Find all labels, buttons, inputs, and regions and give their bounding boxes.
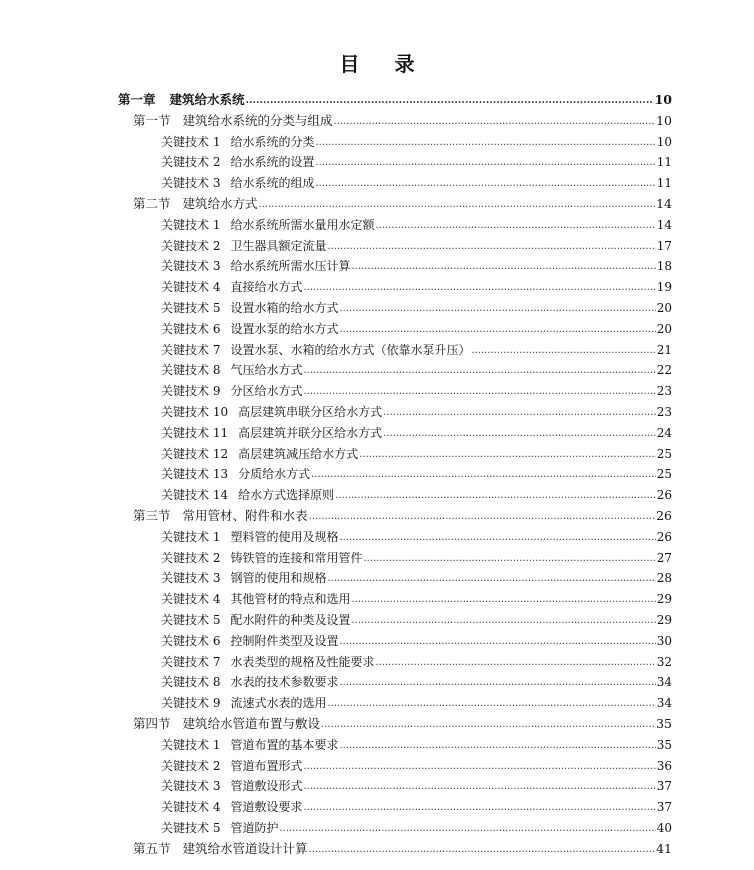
dot-leader — [339, 318, 655, 340]
page-title: 目 录 — [339, 52, 429, 76]
dot-leader — [303, 775, 655, 797]
toc-page-number: 10 — [656, 112, 672, 128]
toc-page-number: 10 — [656, 134, 672, 149]
toc-entry-title: 建筑给水系统 — [169, 92, 245, 107]
toc-page-number: 27 — [656, 550, 672, 565]
toc-entry-number: 关键技术 8 — [161, 675, 221, 690]
toc-entry-title: 常用管材、附件和水表 — [182, 508, 308, 523]
toc-entry-title: 给水系统的分类 — [230, 134, 315, 149]
toc-entry-title: 钢管的使用和规格 — [230, 571, 327, 586]
toc-entry-number: 关键技术 7 — [161, 654, 221, 669]
toc-entry-item — [161, 776, 672, 796]
toc-entry-item — [161, 256, 672, 276]
dot-leader — [339, 671, 655, 693]
toc-entry-number: 关键技术 2 — [161, 550, 221, 565]
dot-leader — [339, 630, 655, 652]
toc-entry-number: 关键技术 1 — [161, 134, 221, 149]
toc-page-number: 32 — [656, 654, 672, 669]
dot-leader — [351, 609, 655, 631]
toc-entry-title: 高层建筑减压给水方式 — [238, 446, 359, 461]
toc-page-number: 21 — [656, 342, 672, 357]
toc-page-number: 14 — [656, 196, 672, 211]
toc-entry-title: 水表的技术参数要求 — [230, 675, 339, 690]
toc-entry-title: 气压给水方式 — [230, 363, 303, 378]
dot-leader — [375, 214, 655, 236]
toc-entry-title: 建筑给水系统的分类与组成 — [182, 112, 333, 128]
toc-page-number: 20 — [656, 301, 672, 315]
toc-page-number: 18 — [656, 259, 672, 274]
dot-leader — [383, 401, 656, 423]
toc-page-number: 35 — [656, 737, 672, 752]
dot-leader — [303, 359, 655, 381]
toc-entry-number: 关键技术 9 — [161, 384, 221, 399]
toc-entry-section — [133, 194, 672, 214]
toc-entry-section — [133, 111, 672, 131]
toc-entry-item — [161, 132, 672, 152]
toc-entry-title: 塑料管的使用及规格 — [230, 529, 339, 544]
toc-page-number: 24 — [656, 425, 672, 440]
toc-page-number: 19 — [656, 280, 672, 295]
toc-entry-item — [161, 652, 672, 672]
toc-page-number: 20 — [656, 321, 672, 336]
dot-leader — [339, 734, 655, 756]
toc-entry-title: 高层建筑并联分区给水方式 — [238, 425, 383, 440]
toc-entry-item — [161, 672, 672, 692]
toc-entry-item — [161, 693, 672, 713]
toc-entry-title: 管道防护 — [230, 821, 279, 835]
toc-entry-item — [161, 340, 672, 360]
toc-entry-item — [161, 444, 672, 464]
dot-leader — [363, 547, 655, 569]
toc-entry-title: 设置水泵的给水方式 — [230, 321, 339, 336]
toc-entry-number: 关键技术 4 — [161, 800, 221, 815]
toc-entry-number: 关键技术 5 — [161, 821, 221, 835]
dot-leader — [334, 110, 656, 132]
toc-page-number: 30 — [656, 633, 672, 648]
toc-page-number: 10 — [654, 92, 672, 107]
toc-entry-number: 关键技术 3 — [161, 176, 221, 191]
dot-leader — [315, 151, 655, 173]
toc-entry-item — [161, 319, 672, 339]
dot-leader — [279, 817, 655, 839]
toc-entry-item — [161, 527, 672, 547]
dot-leader — [359, 443, 656, 465]
toc-entry-number: 关键技术 3 — [161, 259, 221, 274]
toc-page-number: 26 — [656, 529, 672, 544]
toc-entry-number: 关键技术 4 — [161, 592, 221, 607]
toc-entry-item — [161, 610, 672, 630]
dot-leader — [309, 505, 656, 527]
toc-entry-title: 设置水泵、水箱的给水方式（依靠水泵升压） — [230, 342, 471, 357]
toc-entry-title: 管道敷设形式 — [230, 779, 303, 794]
toc-entry-title: 其他管材的特点和选用 — [230, 592, 351, 607]
toc-page-number: 36 — [656, 758, 672, 773]
toc-page-number: 34 — [656, 696, 672, 711]
toc-entry-number: 关键技术 4 — [161, 280, 221, 295]
toc-entry-item — [161, 423, 672, 443]
toc-entry-item — [161, 173, 672, 193]
dot-leader — [311, 463, 656, 485]
toc-entry-number: 关键技术 1 — [161, 217, 221, 232]
toc-entry-item — [161, 589, 672, 609]
toc-entry-title: 建筑给水管道设计计算 — [182, 840, 308, 856]
dot-leader — [309, 838, 656, 860]
toc-page-number: 28 — [656, 571, 672, 586]
toc-entry-item — [161, 818, 672, 838]
dot-leader — [339, 526, 655, 548]
toc-entry-item — [161, 381, 672, 401]
dot-leader — [327, 567, 655, 589]
toc-entry-number: 关键技术 9 — [161, 696, 221, 711]
toc-entry-item — [161, 735, 672, 755]
toc-entry-title: 建筑给水方式 — [182, 196, 258, 211]
toc-page-number: 40 — [656, 821, 672, 835]
toc-entry-item — [161, 756, 672, 776]
toc-entry-number: 关键技术 7 — [161, 342, 221, 357]
toc-entry-item — [161, 548, 672, 568]
dot-leader — [327, 235, 655, 257]
toc-entry-item — [161, 236, 672, 256]
toc-entry-item — [161, 298, 672, 318]
toc-entry-title: 配水附件的种类及设置 — [230, 613, 351, 627]
toc-entry-number: 第四节 — [133, 716, 171, 731]
toc-page-number: 17 — [656, 238, 672, 253]
toc-entry-item — [161, 152, 672, 172]
toc-page-number: 23 — [656, 384, 672, 399]
toc-page-number: 23 — [656, 405, 672, 419]
toc-entry-section — [133, 506, 672, 526]
toc-entry-section — [133, 839, 672, 859]
dot-leader — [315, 172, 655, 194]
toc-entry-item — [161, 277, 672, 297]
toc-entry-title: 管道敷设要求 — [230, 800, 303, 815]
toc-entry-number: 关键技术 5 — [161, 613, 221, 627]
dot-leader — [471, 339, 655, 361]
toc-entry-title: 卫生器具额定流量 — [230, 238, 327, 253]
toc-entry-number: 第一节 — [133, 112, 171, 128]
toc-page-number: 35 — [656, 716, 672, 731]
toc-entry-number: 关键技术 11 — [161, 425, 229, 440]
toc-entry-number: 关键技术 1 — [161, 737, 221, 752]
toc-entry-title: 给水系统的组成 — [230, 176, 315, 191]
toc-page-number: 29 — [656, 592, 672, 607]
toc-entry-item — [161, 797, 672, 817]
toc-entry-number: 关键技术 5 — [161, 301, 221, 315]
toc-entry-chapter — [118, 90, 672, 110]
toc-entry-title: 水表类型的规格及性能要求 — [230, 654, 375, 669]
dot-leader — [351, 588, 655, 610]
toc-entry-number: 关键技术 10 — [161, 405, 229, 419]
toc-entry-item — [161, 402, 672, 422]
toc-entry-title: 直接给水方式 — [230, 280, 303, 295]
toc-entry-title: 管道布置的基本要求 — [230, 737, 339, 752]
toc-page-number: 26 — [656, 508, 672, 523]
toc-page-number: 11 — [656, 155, 672, 170]
toc-entry-number: 关键技术 2 — [161, 758, 221, 773]
toc-entry-number: 关键技术 6 — [161, 321, 221, 336]
toc-entry-item — [161, 215, 672, 235]
toc-entry-number: 关键技术 13 — [161, 467, 229, 482]
toc-entry-number: 关键技术 12 — [161, 446, 229, 461]
toc-entry-title: 给水系统所需水量用水定额 — [230, 217, 375, 232]
toc-entry-title: 给水系统的设置 — [230, 155, 315, 170]
toc-page-number: 29 — [656, 613, 672, 627]
toc-entry-title: 流速式水表的选用 — [230, 696, 327, 711]
toc-entry-item — [161, 360, 672, 380]
toc-page-number: 14 — [656, 217, 672, 232]
toc-page-number: 34 — [656, 675, 672, 690]
toc-entry-item — [161, 464, 672, 484]
toc-entry-title: 给水方式选择原则 — [238, 488, 335, 503]
toc-entry-title: 铸铁管的连接和常用管件 — [230, 550, 363, 565]
toc-entry-number: 关键技术 6 — [161, 633, 221, 648]
toc-entry-number: 关键技术 3 — [161, 571, 221, 586]
toc-page-number: 11 — [656, 176, 672, 191]
dot-leader — [303, 380, 655, 402]
toc-entry-title: 控制附件类型及设置 — [230, 633, 339, 648]
dot-leader — [303, 755, 655, 777]
toc-entry-number: 关键技术 2 — [161, 238, 221, 253]
toc-entry-item — [161, 568, 672, 588]
toc-page-number: 25 — [656, 467, 672, 482]
dot-leader — [259, 193, 656, 215]
toc-entry-title: 管道布置形式 — [230, 758, 303, 773]
toc-entry-title: 高层建筑串联分区给水方式 — [238, 405, 383, 419]
dot-leader — [351, 255, 655, 277]
toc-entry-number: 关键技术 2 — [161, 155, 221, 170]
dot-leader — [246, 89, 654, 111]
toc-entry-number: 第五节 — [133, 840, 171, 856]
dot-leader — [321, 713, 655, 735]
toc-page-number: 41 — [656, 840, 672, 856]
toc-entry-number: 关键技术 14 — [161, 488, 229, 503]
toc-entry-title: 设置水箱的给水方式 — [230, 301, 339, 315]
toc-page-number: 25 — [656, 446, 672, 461]
toc-entry-title: 分区给水方式 — [230, 384, 303, 399]
toc-page-number: 22 — [656, 363, 672, 378]
toc-entry-number: 第三节 — [133, 508, 171, 523]
dot-leader — [335, 484, 656, 506]
toc-entry-number: 关键技术 3 — [161, 779, 221, 794]
toc-entry-number: 关键技术 1 — [161, 529, 221, 544]
toc-entry-section — [133, 714, 672, 734]
toc-entry-title: 给水系统所需水压计算 — [230, 259, 351, 274]
dot-leader — [339, 297, 655, 319]
toc-entry-number: 第二节 — [133, 196, 171, 211]
dot-leader — [315, 131, 655, 153]
toc-page-number: 26 — [656, 488, 672, 503]
toc-entry-item — [161, 485, 672, 505]
dot-leader — [383, 422, 656, 444]
toc-entry-title: 建筑给水管道布置与敷设 — [182, 716, 321, 731]
toc-entry-title: 分质给水方式 — [238, 467, 311, 482]
toc-page-number: 37 — [656, 779, 672, 794]
toc-entry-number: 第一章 — [118, 92, 156, 107]
toc-page-number: 37 — [656, 800, 672, 815]
dot-leader — [327, 692, 655, 714]
toc-entry-number: 关键技术 8 — [161, 363, 221, 378]
toc-entry-item — [161, 631, 672, 651]
dot-leader — [375, 651, 655, 673]
dot-leader — [303, 796, 655, 818]
dot-leader — [303, 276, 655, 298]
